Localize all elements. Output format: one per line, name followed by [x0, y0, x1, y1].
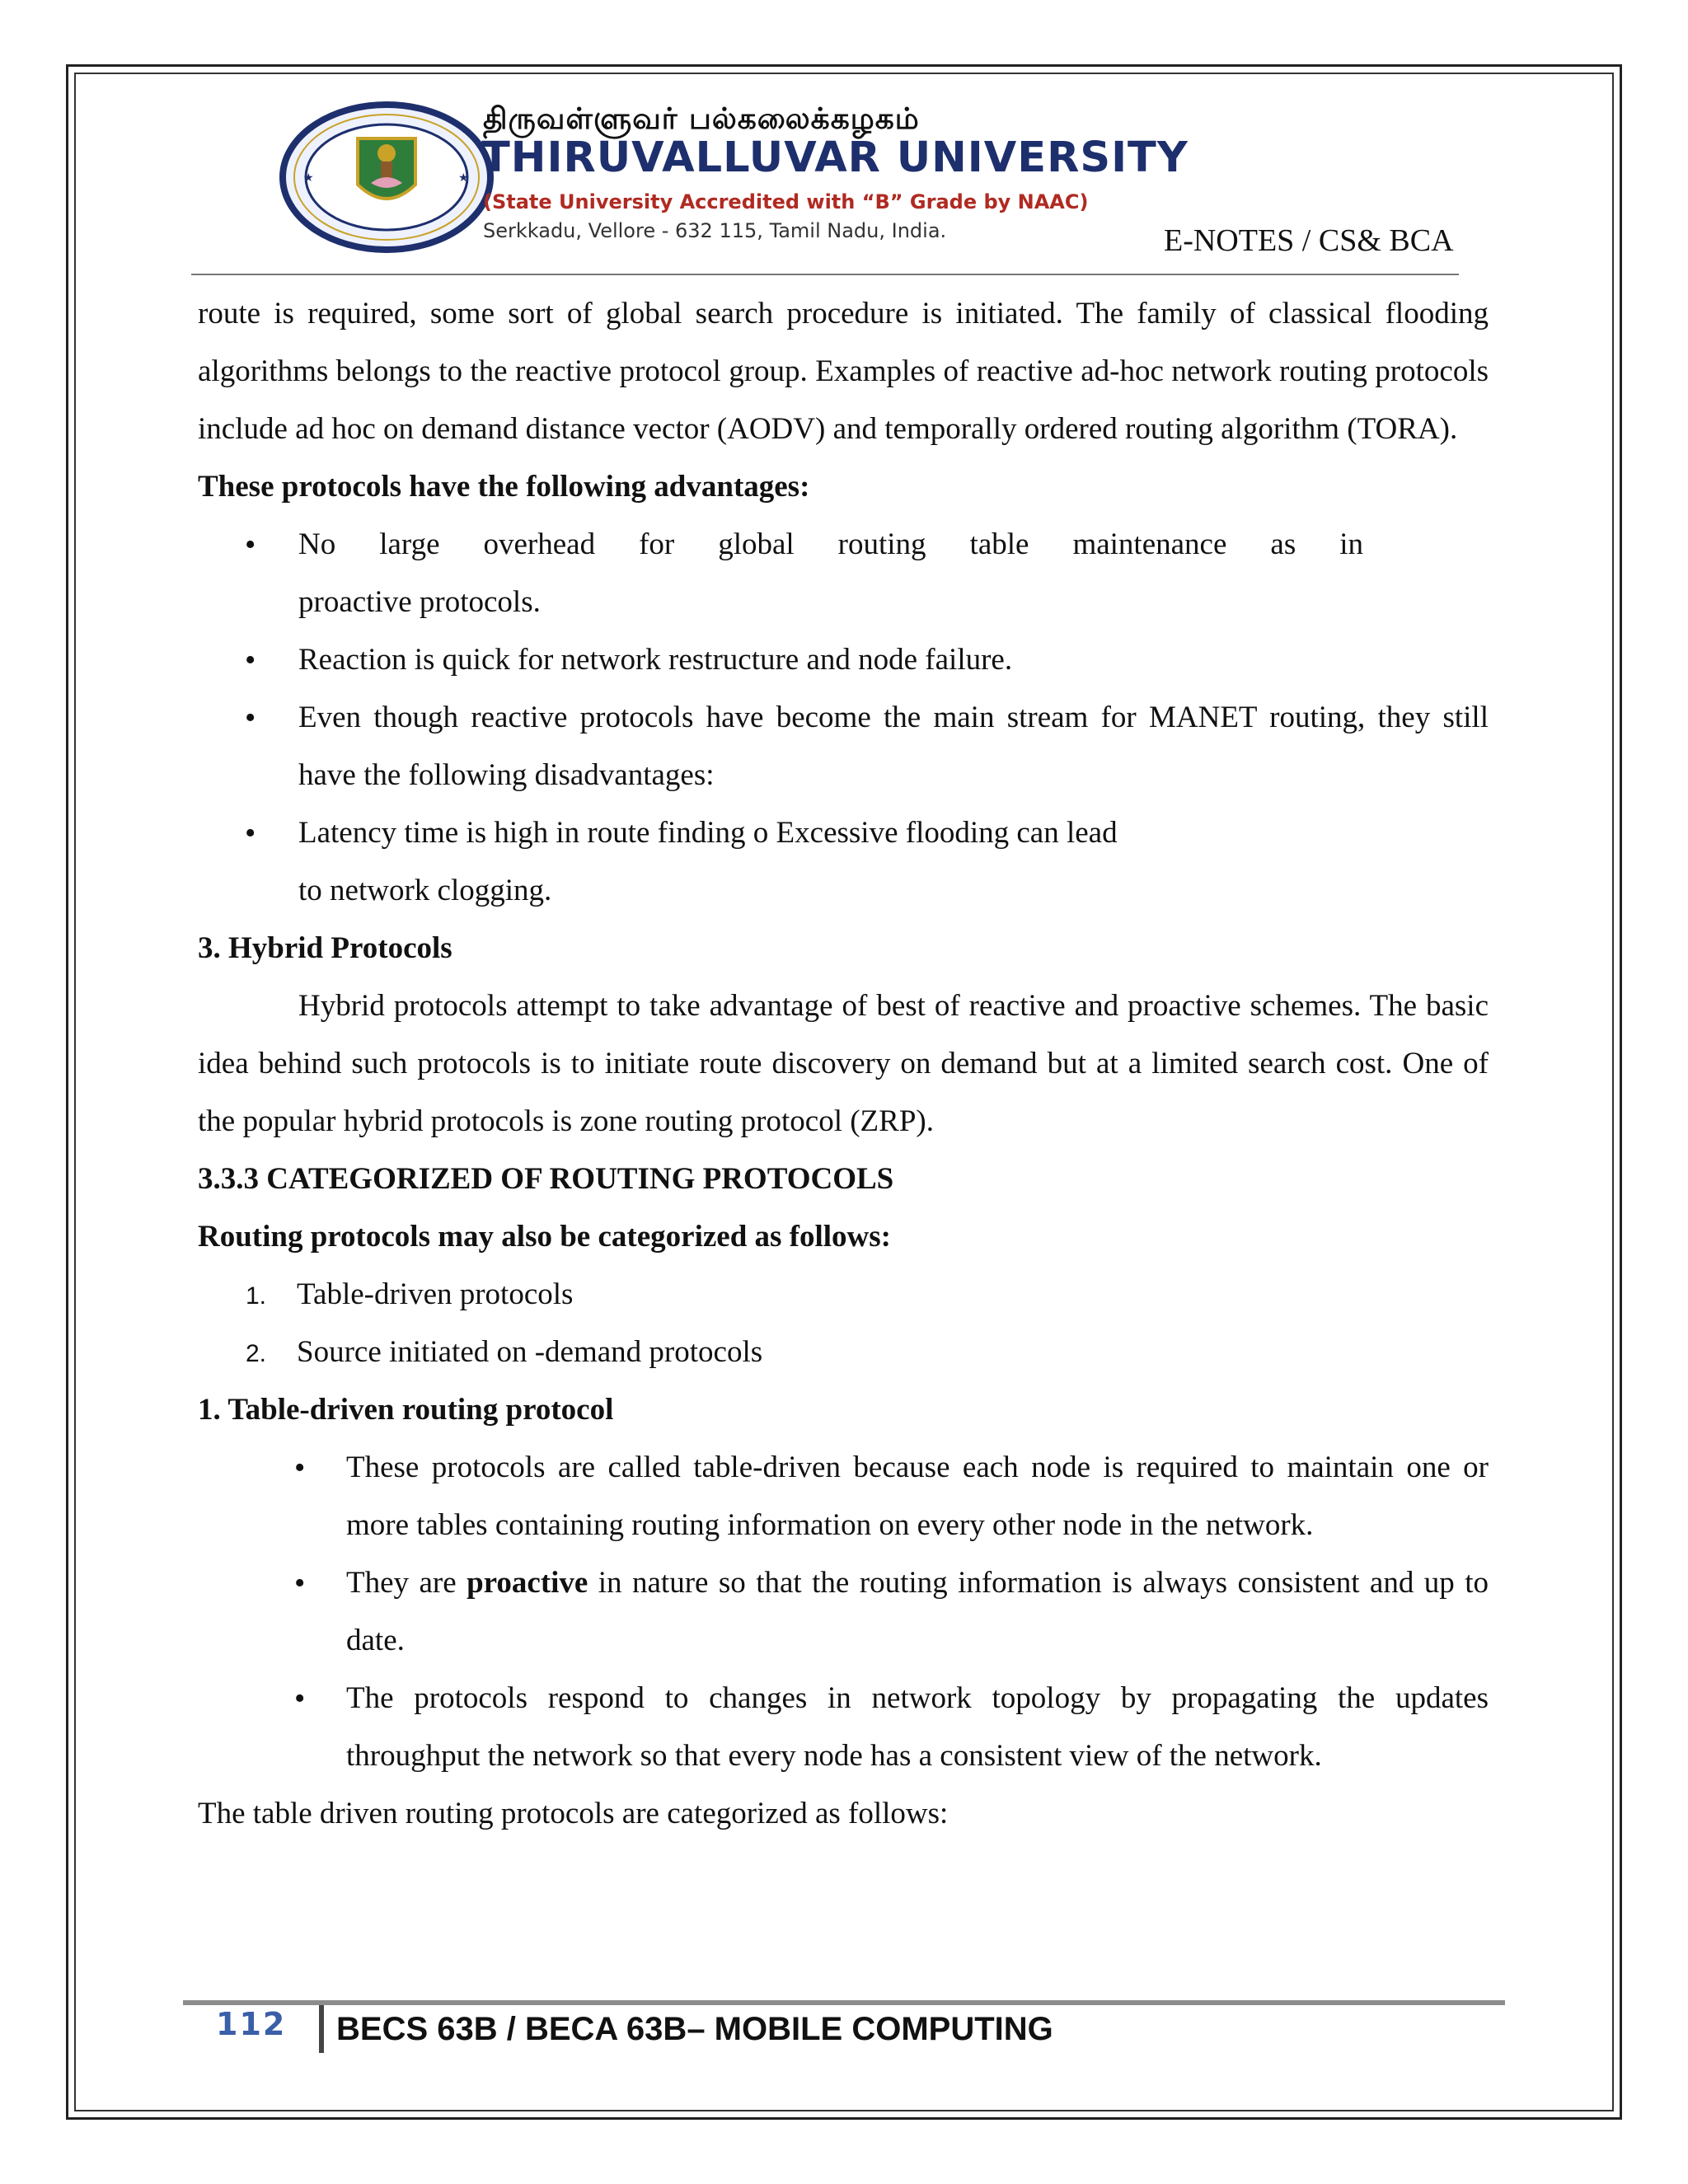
footer-separator	[319, 2005, 324, 2053]
reactive-paragraph: route is required, some sort of global search procedure is initiated. The family of classical flooding algorithms belongs to the reactive protocol group. Examples of reactive ad-hoc network routing protocols include ad hoc on demand distance vector (AODV) and temporally ordered routing algorithm (TORA).	[198, 297, 1489, 446]
header-divider	[191, 274, 1459, 275]
list-item	[198, 1324, 1489, 1381]
section-heading: 3.3.3 CATEGORIZED OF ROUTING PROTOCOLS	[198, 1162, 894, 1196]
list-item-text: • These protocols are called table-driven because each node is required to maintain one or more tables containing routing information on every other node in the network.	[346, 1451, 1489, 1542]
closing-paragraph: The table driven routing protocols are categorized as follows:	[198, 1797, 949, 1830]
list-item-text: Source initiated on -demand protocols	[297, 1335, 763, 1369]
page-number: 112	[216, 2006, 287, 2042]
emphasis-proactive: proactive	[467, 1566, 588, 1600]
list-item-text: Table-driven protocols	[297, 1277, 574, 1311]
university-tamil-name: திருவள்ளுவர் பல்கலைக்கழகம்	[483, 102, 920, 136]
list-item	[198, 1439, 1489, 1554]
list-item-line: • Latency time is high in route finding o Excessive flooding can lead	[298, 816, 1118, 850]
list-item	[198, 1670, 1489, 1785]
list-item-line: to network clogging.	[298, 874, 552, 907]
university-accreditation: (State University Accredited with “B” Grade by NAAC)	[483, 190, 1089, 213]
svg-text:★: ★	[303, 171, 314, 185]
categories-heading: Routing protocols may also be categorized as follows:	[198, 1220, 891, 1254]
list-item	[198, 1554, 1489, 1670]
list-item-line: proactive protocols.	[298, 585, 541, 619]
list-item	[198, 689, 1489, 804]
categories-list	[198, 1266, 1489, 1381]
list-item	[198, 516, 1489, 631]
list-number: 2.	[246, 1340, 267, 1367]
list-item-text: • Even though reactive protocols have become the main stream for MANET routing, they still have the following disadvantages:	[298, 701, 1489, 792]
table-driven-list	[198, 1439, 1489, 1785]
list-item-text: • The protocols respond to changes in network topology by propagating the updates throughput the network so that every node has a consistent view of the network.	[346, 1681, 1489, 1773]
text-run: in nature so that the routing information is always consistent and up to date.	[346, 1566, 1489, 1657]
university-address: Serkkadu, Vellore - 632 115, Tamil Nadu, India.	[483, 219, 947, 242]
hybrid-paragraph: Hybrid protocols attempt to take advantage of best of reactive and proactive schemes. The basic idea behind such protocols is to initiate route discovery on demand but at a limited search cost. One of the popular hybrid protocols is zone routing protocol (ZRP).	[198, 989, 1489, 1138]
list-item	[198, 1266, 1489, 1324]
hybrid-heading: 3. Hybrid Protocols	[198, 931, 452, 965]
document-label: E-NOTES / CS& BCA	[1164, 223, 1454, 258]
course-title: BECS 63B / BECA 63B– MOBILE COMPUTING	[336, 2011, 1053, 2047]
list-item-text: • Reaction is quick for network restructure and node failure.	[298, 643, 1013, 677]
advantages-heading: These protocols have the following advantages:	[198, 470, 810, 504]
svg-text:★: ★	[458, 171, 469, 185]
university-logo	[279, 99, 495, 255]
list-item-line: • No large overhead for global routing table maintenance as in	[298, 527, 1363, 561]
university-name: THIRUVALLUVAR UNIVERSITY	[481, 134, 1189, 182]
list-item-text	[346, 1554, 1489, 1670]
table-driven-heading: 1. Table-driven routing protocol	[198, 1393, 614, 1427]
list-item	[198, 631, 1489, 689]
page-content	[198, 285, 1489, 1843]
advantages-list	[198, 516, 1489, 920]
list-item	[198, 804, 1489, 920]
text-run: They are	[346, 1566, 467, 1600]
footer-divider	[183, 2000, 1505, 2005]
list-number: 1.	[246, 1282, 267, 1310]
